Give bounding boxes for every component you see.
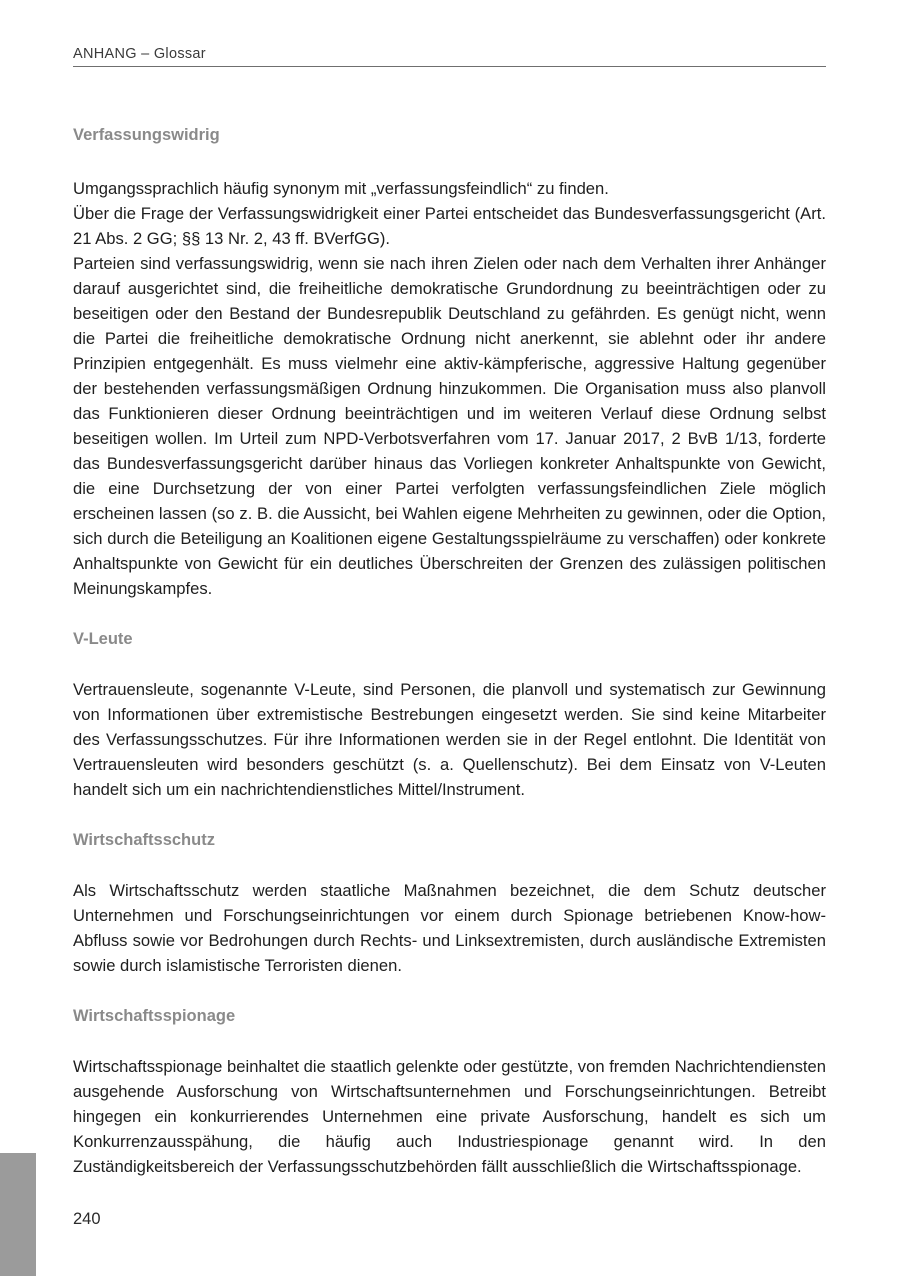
entry-title: Verfassungswidrig xyxy=(73,126,220,144)
entry-paragraph: Vertrauensleute, sogenannte V-Leute, sind Personen, die planvoll und systematisch zur Gewinnung von Informationen über extremistische Bestrebungen eingesetzt werden. Sie sind keine Mitarbeiter des Verfassungsschutzes. Für ihre Informationen werden sie in der Regel entlohnt. Die Identität von Vertrauensleuten wird besonders geschützt (s. a. Quellenschutz). Bei dem Einsatz von V-Leuten handelt sich um ein nachrichtendienstliches Mittel/Instrument. xyxy=(73,680,826,799)
entry-title: V-Leute xyxy=(73,630,133,648)
entry-paragraph: Als Wirtschaftsschutz werden staatliche Maßnahmen bezeichnet, die dem Schutz deutscher Unternehmen und Forschungseinrichtungen vor einem durch Spionage betriebenen Know-how-Abfluss sowie vor Bedrohungen durch Rechts- und Linksextremisten, durch ausländische Extremisten sowie durch islamistische Terroristen dienen. xyxy=(73,881,826,975)
entry-title: Wirtschaftsspionage xyxy=(73,1007,236,1025)
page-number: 240 xyxy=(73,1210,101,1228)
glossary-entry-v-leute xyxy=(73,627,826,802)
entry-paragraph: Parteien sind verfassungswidrig, wenn sie nach ihren Zielen oder nach dem Verhalten ihrer Anhänger darauf ausgerichtet sind, die freiheitliche demokratische Grundordnung zu beeinträchtigen oder zu beseitigen oder den Bestand der Bundesrepublik Deutschland zu gefährden. Es genügt nicht, wenn die Partei die freiheitliche demokratische Ordnung nicht anerkennt, sie ablehnt oder ihr andere Prinzipien entgegenhält. Es muss vielmehr eine aktiv-kämpferische, aggressive Haltung gegenüber der bestehenden verfassungsmäßigen Ordnung hinzukommen. Die Organisation muss also planvoll das Funktionieren dieser Ordnung beeinträchtigen und im weiteren Verlauf diese Ordnung selbst beseitigen wollen. Im Urteil zum NPD-Verbotsverfahren vom 17. Januar 2017, 2 BvB 1/13, forderte das Bundesverfassungsgericht darüber hinaus das Vorliegen konkreter Anhaltspunkte von Gewicht, die eine Durchsetzung der von einer Partei verfolgten verfassungsfeindlichen Ziele möglich erscheinen lassen (so z. B. die Aussicht, bei Wahlen eigene Mehrheiten zu gewinnen, oder die Option, sich durch die Beteiligung an Koalitionen eigene Gestaltungsspielräume zu verschaffen) oder konkrete Anhaltspunkte von Gewicht für ein deutliches Überschreiten der Grenzen des zulässigen politischen Meinungskampfes. xyxy=(73,254,826,598)
entry-paragraph: Umgangssprachlich häufig synonym mit „verfassungsfeindlich“ zu finden. xyxy=(73,179,609,198)
glossary-content xyxy=(73,123,826,1205)
entry-title: Wirtschaftsschutz xyxy=(73,831,215,849)
glossary-entry-wirtschaftsschutz xyxy=(73,828,826,978)
running-header xyxy=(73,44,826,67)
glossary-entry-wirtschaftsspionage xyxy=(73,1004,826,1179)
entry-paragraph: Wirtschaftsspionage beinhaltet die staatlich gelenkte oder gestützte, von fremden Nachrichtendiensten ausgehende Ausforschung von Wirtschaftsunternehmen und Forschungseinrichtungen. Betreibt hingegen ein konkurrierendes Unternehmen eine private Ausforschung, handelt es sich um Konkurrenzausspähung, die häufig auch Industriespionage genannt wird. In den Zuständigkeitsbereich der Verfassungsschutzbehörden fällt ausschließlich die Wirtschaftsspionage. xyxy=(73,1057,826,1176)
running-title: ANHANG – Glossar xyxy=(73,46,206,62)
entry-paragraph: Über die Frage der Verfassungswidrigkeit einer Partei entscheidet das Bundesverfassungsgericht (Art. 21 Abs. 2 GG; §§ 13 Nr. 2, 43 ff. BVerfGG). xyxy=(73,204,826,248)
glossary-entry-verfassungswidrig xyxy=(73,123,826,601)
chapter-thumb-tab xyxy=(0,1153,36,1276)
